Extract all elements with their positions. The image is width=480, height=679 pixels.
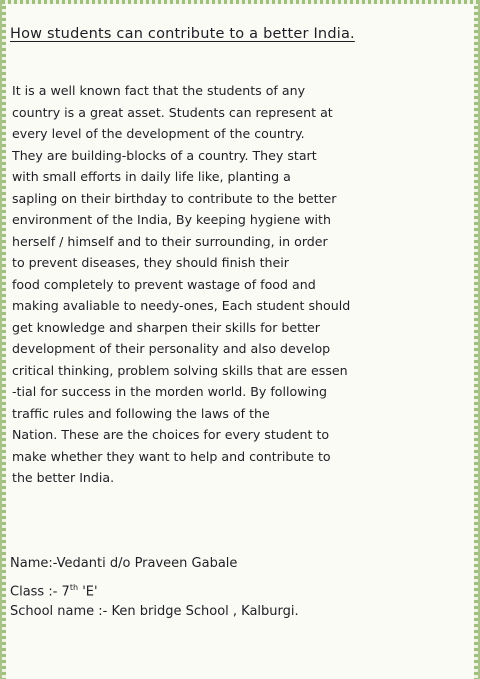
school-name: Ken bridge School , Kalburgi.	[111, 604, 299, 619]
essay-line: critical thinking, problem solving skills that are essen	[12, 362, 348, 378]
essay-line: to prevent diseases, they should finish their	[12, 255, 289, 270]
essay-body	[12, 80, 470, 489]
essay-line: make whether they want to help and contribute to	[12, 448, 331, 464]
essay-line: development of their personality and also develop	[12, 341, 331, 356]
class-line	[10, 576, 470, 600]
essay-line: with small efforts in daily life like, planting a	[12, 169, 291, 184]
essay-line: making avaliable to needy-ones, Each student should	[12, 298, 351, 313]
school-label: School name :-	[10, 604, 108, 619]
essay-line: get knowledge and sharpen their skills for better	[12, 319, 320, 335]
name-label: Name:-	[10, 556, 57, 571]
class-label: Class :-	[10, 584, 58, 600]
student-name-line	[10, 552, 470, 576]
student-name: Vedanti d/o Praveen Gabale	[56, 556, 238, 571]
class-number: 7	[61, 584, 70, 600]
student-details	[10, 552, 470, 624]
essay-line: sapling on their birthday to contribute to the better	[12, 190, 337, 206]
essay-line: -tial for success in the morden world. By following	[12, 384, 327, 399]
essay-line: It is a well known fact that the students of any	[12, 83, 306, 98]
essay-line: environment of the India, By keeping hygiene with	[12, 212, 331, 227]
essay-line: Nation. These are the choices for every student to	[12, 427, 330, 442]
school-line	[10, 600, 470, 624]
essay-line: They are building-blocks of a country. They start	[12, 147, 317, 163]
top-border-decoration	[2, 0, 478, 4]
essay-line: food completely to prevent wastage of food and	[12, 276, 316, 292]
essay-line: traffic rules and following the laws of the	[12, 405, 270, 421]
essay-line: country is a great asset. Students can represent at	[12, 104, 333, 120]
essay-line: herself / himself and to their surrounding, in order	[12, 233, 328, 249]
right-border-decoration	[474, 0, 478, 679]
left-border-decoration	[2, 0, 6, 679]
class-suffix: th	[69, 583, 79, 592]
class-section: 'E'	[82, 584, 98, 600]
essay-line: the better India.	[12, 470, 115, 485]
essay-line: every level of the development of the country.	[12, 126, 305, 141]
essay-title: How students can contribute to a better India.	[10, 26, 355, 42]
